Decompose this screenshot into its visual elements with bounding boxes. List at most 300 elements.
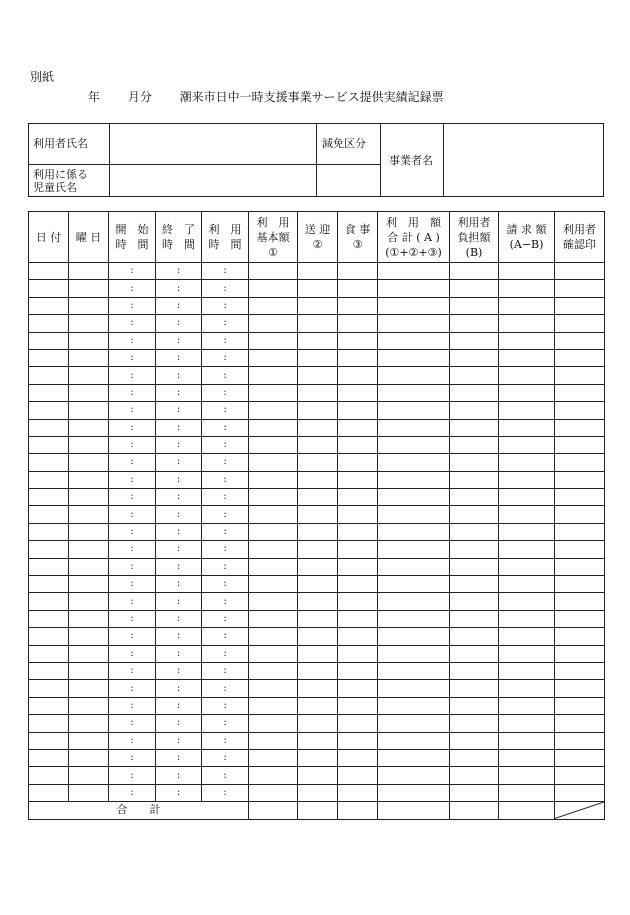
table-cell[interactable]: [378, 523, 450, 540]
table-cell[interactable]: :: [202, 332, 249, 349]
table-cell[interactable]: [450, 628, 499, 645]
table-cell[interactable]: [378, 784, 450, 801]
table-cell[interactable]: [298, 784, 338, 801]
table-cell[interactable]: [555, 454, 605, 471]
table-cell[interactable]: [378, 471, 450, 488]
table-cell[interactable]: :: [202, 506, 249, 523]
table-cell[interactable]: [555, 263, 605, 280]
table-cell[interactable]: :: [156, 315, 202, 332]
table-cell[interactable]: :: [109, 454, 156, 471]
table-cell[interactable]: [378, 297, 450, 314]
table-cell[interactable]: [29, 715, 69, 732]
table-cell[interactable]: :: [202, 749, 249, 766]
table-cell[interactable]: :: [109, 697, 156, 714]
table-cell[interactable]: [29, 384, 69, 401]
table-cell[interactable]: [555, 402, 605, 419]
table-cell[interactable]: [450, 645, 499, 662]
table-cell[interactable]: :: [156, 662, 202, 679]
table-cell[interactable]: [338, 749, 378, 766]
table-cell[interactable]: :: [156, 541, 202, 558]
table-cell[interactable]: [338, 297, 378, 314]
table-cell[interactable]: [499, 680, 555, 697]
table-cell[interactable]: [69, 297, 109, 314]
table-cell[interactable]: :: [109, 593, 156, 610]
table-cell[interactable]: [249, 767, 298, 784]
table-cell[interactable]: [338, 541, 378, 558]
table-cell[interactable]: [69, 715, 109, 732]
table-cell[interactable]: :: [109, 610, 156, 627]
table-cell[interactable]: [450, 506, 499, 523]
table-cell[interactable]: [555, 697, 605, 714]
table-cell[interactable]: [298, 332, 338, 349]
table-cell[interactable]: [249, 628, 298, 645]
table-cell[interactable]: [338, 662, 378, 679]
table-cell[interactable]: [378, 680, 450, 697]
table-cell[interactable]: [29, 610, 69, 627]
table-cell[interactable]: :: [109, 489, 156, 506]
table-cell[interactable]: [378, 541, 450, 558]
table-cell[interactable]: [249, 576, 298, 593]
table-cell[interactable]: [298, 454, 338, 471]
table-cell[interactable]: [69, 419, 109, 436]
table-cell[interactable]: [378, 767, 450, 784]
table-cell[interactable]: [450, 454, 499, 471]
table-cell[interactable]: [555, 749, 605, 766]
table-cell[interactable]: [450, 367, 499, 384]
table-cell[interactable]: [338, 280, 378, 297]
table-cell[interactable]: [499, 402, 555, 419]
table-cell[interactable]: :: [202, 471, 249, 488]
table-cell[interactable]: [249, 297, 298, 314]
table-cell[interactable]: :: [109, 628, 156, 645]
table-cell[interactable]: [555, 593, 605, 610]
table-cell[interactable]: [499, 593, 555, 610]
table-cell[interactable]: [298, 697, 338, 714]
table-cell[interactable]: [450, 749, 499, 766]
table-cell[interactable]: [555, 715, 605, 732]
table-cell[interactable]: [378, 506, 450, 523]
table-cell[interactable]: [298, 628, 338, 645]
table-cell[interactable]: [69, 541, 109, 558]
table-cell[interactable]: [338, 489, 378, 506]
table-cell[interactable]: [29, 471, 69, 488]
table-cell[interactable]: [69, 680, 109, 697]
table-cell[interactable]: :: [202, 784, 249, 801]
table-cell[interactable]: [450, 489, 499, 506]
table-cell[interactable]: [29, 662, 69, 679]
table-cell[interactable]: [378, 384, 450, 401]
table-cell[interactable]: :: [109, 541, 156, 558]
table-cell[interactable]: [298, 593, 338, 610]
table-cell[interactable]: [249, 419, 298, 436]
table-cell[interactable]: [450, 576, 499, 593]
table-cell[interactable]: [450, 297, 499, 314]
table-cell[interactable]: :: [202, 576, 249, 593]
table-cell[interactable]: [69, 767, 109, 784]
table-cell[interactable]: [29, 454, 69, 471]
table-cell[interactable]: [249, 784, 298, 801]
table-cell[interactable]: [499, 436, 555, 453]
table-cell[interactable]: [298, 419, 338, 436]
table-cell[interactable]: [69, 558, 109, 575]
table-cell[interactable]: [378, 715, 450, 732]
table-cell[interactable]: [298, 767, 338, 784]
table-cell[interactable]: [69, 384, 109, 401]
table-cell[interactable]: :: [156, 732, 202, 749]
table-cell[interactable]: [69, 471, 109, 488]
table-cell[interactable]: [499, 732, 555, 749]
table-cell[interactable]: [338, 263, 378, 280]
table-cell[interactable]: [249, 645, 298, 662]
table-cell[interactable]: [249, 489, 298, 506]
table-cell[interactable]: [298, 732, 338, 749]
table-cell[interactable]: [499, 263, 555, 280]
table-cell[interactable]: [69, 523, 109, 540]
table-cell[interactable]: :: [202, 697, 249, 714]
table-cell[interactable]: :: [202, 454, 249, 471]
table-cell[interactable]: [378, 332, 450, 349]
table-cell[interactable]: :: [156, 576, 202, 593]
table-cell[interactable]: [378, 558, 450, 575]
table-cell[interactable]: [249, 349, 298, 366]
table-cell[interactable]: [69, 436, 109, 453]
table-cell[interactable]: [555, 610, 605, 627]
table-cell[interactable]: [298, 280, 338, 297]
table-cell[interactable]: [338, 349, 378, 366]
table-cell[interactable]: [555, 315, 605, 332]
table-cell[interactable]: [555, 297, 605, 314]
table-cell[interactable]: :: [202, 280, 249, 297]
table-cell[interactable]: [450, 280, 499, 297]
table-cell[interactable]: [338, 315, 378, 332]
table-cell[interactable]: :: [109, 558, 156, 575]
table-cell[interactable]: :: [202, 628, 249, 645]
table-cell[interactable]: [298, 471, 338, 488]
table-cell[interactable]: [378, 749, 450, 766]
table-cell[interactable]: [378, 645, 450, 662]
table-cell[interactable]: [298, 349, 338, 366]
table-cell[interactable]: [378, 454, 450, 471]
table-cell[interactable]: [249, 471, 298, 488]
table-cell[interactable]: :: [202, 402, 249, 419]
table-cell[interactable]: [298, 402, 338, 419]
reduction-field[interactable]: [317, 165, 380, 196]
table-cell[interactable]: [298, 662, 338, 679]
table-cell[interactable]: [69, 402, 109, 419]
table-cell[interactable]: [298, 367, 338, 384]
total-cell[interactable]: [249, 802, 298, 819]
table-cell[interactable]: [29, 263, 69, 280]
table-cell[interactable]: :: [109, 263, 156, 280]
table-cell[interactable]: [555, 489, 605, 506]
table-cell[interactable]: [69, 315, 109, 332]
table-cell[interactable]: :: [109, 280, 156, 297]
table-cell[interactable]: :: [109, 419, 156, 436]
table-cell[interactable]: :: [109, 349, 156, 366]
table-cell[interactable]: [29, 332, 69, 349]
table-cell[interactable]: :: [202, 489, 249, 506]
table-cell[interactable]: :: [109, 315, 156, 332]
table-cell[interactable]: [69, 697, 109, 714]
table-cell[interactable]: [69, 645, 109, 662]
table-cell[interactable]: [555, 576, 605, 593]
table-cell[interactable]: :: [156, 402, 202, 419]
table-cell[interactable]: [29, 436, 69, 453]
table-cell[interactable]: [450, 593, 499, 610]
table-cell[interactable]: [338, 419, 378, 436]
table-cell[interactable]: :: [202, 315, 249, 332]
table-cell[interactable]: :: [156, 419, 202, 436]
total-cell[interactable]: [378, 802, 450, 819]
table-cell[interactable]: [499, 697, 555, 714]
table-cell[interactable]: [555, 541, 605, 558]
table-cell[interactable]: [378, 662, 450, 679]
table-cell[interactable]: [338, 732, 378, 749]
table-cell[interactable]: [555, 523, 605, 540]
table-cell[interactable]: :: [202, 662, 249, 679]
table-cell[interactable]: [450, 541, 499, 558]
table-cell[interactable]: [249, 680, 298, 697]
table-cell[interactable]: [378, 402, 450, 419]
table-cell[interactable]: :: [202, 436, 249, 453]
table-cell[interactable]: [378, 610, 450, 627]
table-cell[interactable]: [378, 732, 450, 749]
table-cell[interactable]: [69, 506, 109, 523]
table-cell[interactable]: [29, 523, 69, 540]
table-cell[interactable]: :: [156, 558, 202, 575]
table-cell[interactable]: [249, 523, 298, 540]
table-cell[interactable]: [249, 436, 298, 453]
table-cell[interactable]: [69, 749, 109, 766]
table-cell[interactable]: [378, 367, 450, 384]
table-cell[interactable]: [338, 332, 378, 349]
table-cell[interactable]: [298, 315, 338, 332]
table-cell[interactable]: [499, 332, 555, 349]
table-cell[interactable]: [298, 506, 338, 523]
child-name-field[interactable]: [110, 165, 316, 196]
table-cell[interactable]: [555, 419, 605, 436]
table-cell[interactable]: [555, 662, 605, 679]
table-cell[interactable]: [29, 506, 69, 523]
table-cell[interactable]: [499, 767, 555, 784]
table-cell[interactable]: [338, 471, 378, 488]
table-cell[interactable]: :: [156, 697, 202, 714]
table-cell[interactable]: [378, 489, 450, 506]
table-cell[interactable]: [338, 697, 378, 714]
table-cell[interactable]: [499, 628, 555, 645]
table-cell[interactable]: [338, 576, 378, 593]
table-cell[interactable]: [338, 593, 378, 610]
table-cell[interactable]: [450, 784, 499, 801]
table-cell[interactable]: :: [156, 645, 202, 662]
table-cell[interactable]: [29, 419, 69, 436]
table-cell[interactable]: [298, 576, 338, 593]
table-cell[interactable]: [555, 732, 605, 749]
table-cell[interactable]: [450, 263, 499, 280]
table-cell[interactable]: [378, 576, 450, 593]
table-cell[interactable]: [298, 297, 338, 314]
table-cell[interactable]: :: [109, 436, 156, 453]
table-cell[interactable]: [69, 576, 109, 593]
table-cell[interactable]: [450, 662, 499, 679]
table-cell[interactable]: [69, 732, 109, 749]
table-cell[interactable]: [499, 315, 555, 332]
table-cell[interactable]: [378, 315, 450, 332]
table-cell[interactable]: [338, 715, 378, 732]
provider-name-field[interactable]: [444, 124, 603, 196]
table-cell[interactable]: [378, 628, 450, 645]
table-cell[interactable]: [298, 645, 338, 662]
table-cell[interactable]: :: [202, 732, 249, 749]
table-cell[interactable]: [69, 784, 109, 801]
table-cell[interactable]: :: [202, 610, 249, 627]
table-cell[interactable]: [555, 680, 605, 697]
table-cell[interactable]: :: [202, 558, 249, 575]
table-cell[interactable]: [499, 471, 555, 488]
table-cell[interactable]: [298, 610, 338, 627]
table-cell[interactable]: [29, 767, 69, 784]
table-cell[interactable]: [298, 523, 338, 540]
table-cell[interactable]: :: [202, 680, 249, 697]
table-cell[interactable]: [450, 332, 499, 349]
table-cell[interactable]: :: [109, 402, 156, 419]
table-cell[interactable]: [555, 280, 605, 297]
table-cell[interactable]: [450, 419, 499, 436]
table-cell[interactable]: [499, 349, 555, 366]
table-cell[interactable]: :: [156, 506, 202, 523]
table-cell[interactable]: [378, 349, 450, 366]
table-cell[interactable]: [29, 732, 69, 749]
table-cell[interactable]: :: [109, 384, 156, 401]
table-cell[interactable]: :: [156, 367, 202, 384]
table-cell[interactable]: [555, 471, 605, 488]
table-cell[interactable]: :: [109, 715, 156, 732]
table-cell[interactable]: [249, 593, 298, 610]
table-cell[interactable]: [29, 749, 69, 766]
table-cell[interactable]: :: [156, 767, 202, 784]
table-cell[interactable]: [29, 402, 69, 419]
table-cell[interactable]: [450, 349, 499, 366]
table-cell[interactable]: [69, 489, 109, 506]
table-cell[interactable]: [499, 297, 555, 314]
table-cell[interactable]: :: [202, 384, 249, 401]
table-cell[interactable]: [450, 402, 499, 419]
table-cell[interactable]: :: [156, 263, 202, 280]
table-cell[interactable]: :: [109, 367, 156, 384]
table-cell[interactable]: [69, 367, 109, 384]
table-cell[interactable]: [298, 489, 338, 506]
table-cell[interactable]: [555, 367, 605, 384]
table-cell[interactable]: :: [109, 680, 156, 697]
table-cell[interactable]: [555, 767, 605, 784]
table-cell[interactable]: [249, 315, 298, 332]
table-cell[interactable]: :: [109, 332, 156, 349]
table-cell[interactable]: [555, 349, 605, 366]
table-cell[interactable]: [29, 784, 69, 801]
table-cell[interactable]: [29, 680, 69, 697]
table-cell[interactable]: :: [202, 523, 249, 540]
table-cell[interactable]: :: [109, 297, 156, 314]
table-cell[interactable]: [69, 280, 109, 297]
table-cell[interactable]: [499, 489, 555, 506]
total-cell[interactable]: [298, 802, 338, 819]
table-cell[interactable]: [338, 628, 378, 645]
table-cell[interactable]: :: [109, 749, 156, 766]
table-cell[interactable]: [338, 367, 378, 384]
table-cell[interactable]: :: [109, 471, 156, 488]
table-cell[interactable]: [555, 784, 605, 801]
total-cell[interactable]: [499, 802, 555, 819]
table-cell[interactable]: [338, 436, 378, 453]
table-cell[interactable]: [450, 315, 499, 332]
table-cell[interactable]: [499, 610, 555, 627]
table-cell[interactable]: [29, 593, 69, 610]
table-cell[interactable]: [298, 436, 338, 453]
table-cell[interactable]: [555, 558, 605, 575]
table-cell[interactable]: [249, 541, 298, 558]
table-cell[interactable]: [298, 680, 338, 697]
table-cell[interactable]: [499, 280, 555, 297]
table-cell[interactable]: [249, 610, 298, 627]
table-cell[interactable]: [69, 332, 109, 349]
table-cell[interactable]: [69, 454, 109, 471]
table-cell[interactable]: [499, 384, 555, 401]
table-cell[interactable]: [29, 645, 69, 662]
table-cell[interactable]: [29, 315, 69, 332]
table-cell[interactable]: [298, 749, 338, 766]
table-cell[interactable]: :: [156, 280, 202, 297]
table-cell[interactable]: :: [156, 332, 202, 349]
table-cell[interactable]: [450, 732, 499, 749]
table-cell[interactable]: [69, 610, 109, 627]
table-cell[interactable]: [378, 436, 450, 453]
table-cell[interactable]: :: [156, 749, 202, 766]
table-cell[interactable]: [69, 662, 109, 679]
table-cell[interactable]: [249, 662, 298, 679]
table-cell[interactable]: :: [156, 628, 202, 645]
table-cell[interactable]: :: [109, 767, 156, 784]
table-cell[interactable]: [69, 349, 109, 366]
table-cell[interactable]: :: [156, 471, 202, 488]
table-cell[interactable]: :: [202, 263, 249, 280]
table-cell[interactable]: [338, 558, 378, 575]
table-cell[interactable]: [29, 280, 69, 297]
user-name-field[interactable]: [110, 124, 316, 164]
table-cell[interactable]: :: [156, 680, 202, 697]
table-cell[interactable]: [555, 332, 605, 349]
table-cell[interactable]: :: [109, 662, 156, 679]
table-cell[interactable]: [338, 610, 378, 627]
table-cell[interactable]: [29, 489, 69, 506]
table-cell[interactable]: [555, 384, 605, 401]
table-cell[interactable]: :: [109, 784, 156, 801]
table-cell[interactable]: [29, 576, 69, 593]
table-cell[interactable]: [29, 349, 69, 366]
table-cell[interactable]: :: [202, 715, 249, 732]
table-cell[interactable]: [450, 523, 499, 540]
table-cell[interactable]: [249, 749, 298, 766]
table-cell[interactable]: :: [202, 645, 249, 662]
table-cell[interactable]: [499, 523, 555, 540]
table-cell[interactable]: [499, 367, 555, 384]
table-cell[interactable]: [338, 402, 378, 419]
table-cell[interactable]: [338, 523, 378, 540]
table-cell[interactable]: :: [202, 367, 249, 384]
table-cell[interactable]: [450, 558, 499, 575]
table-cell[interactable]: [298, 384, 338, 401]
table-cell[interactable]: [249, 402, 298, 419]
table-cell[interactable]: [378, 419, 450, 436]
